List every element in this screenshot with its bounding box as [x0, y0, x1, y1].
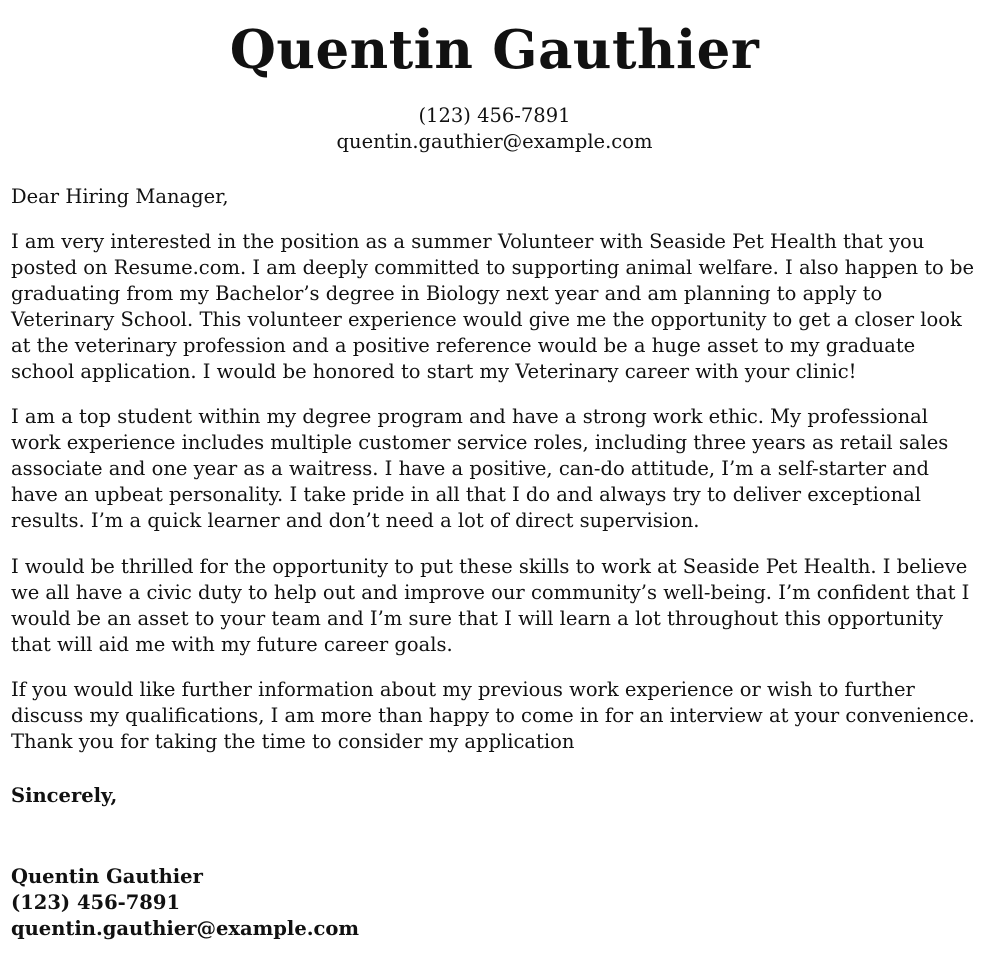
header-email: quentin.gauthier@example.com: [336, 130, 653, 153]
body-paragraph-1: I am very interested in the position as a summer Volunteer with Seaside Pet Health that you posted on Resume.com. I am deeply committed to supporting animal welfare. I also happen to be graduating from my Bachelor’s degree in Biology next year and am planning to apply to Veterinary School. This volunteer experience would give me the opportunity to get a closer look at the veterinary profession and a positive reference would be a huge asset to my graduate school application. I would be honored to start my Veterinary career with your clinic!: [11, 230, 975, 383]
applicant-name: Quentin Gauthier: [229, 19, 760, 81]
signature-phone: (123) 456-7891: [11, 891, 181, 914]
closing: Sincerely,: [11, 784, 118, 807]
header-contact: [11, 103, 978, 155]
letter-header: [11, 0, 978, 155]
body-paragraph-3: I would be thrilled for the opportunity to put these skills to work at Seaside Pet Health. I believe we all have a civic duty to help out and improve our community’s well-being. I’m confident that I would be an asset to your team and I’m sure that I will learn a lot throughout this opportunity that will aid me with my future career goals.: [11, 555, 970, 656]
signature-email: quentin.gauthier@example.com: [11, 917, 360, 940]
signature-name: Quentin Gauthier: [11, 865, 203, 888]
signature-block: [11, 864, 978, 942]
body-paragraph-4: If you would like further information about my previous work experience or wish to further discuss my qualifications, I am more than happy to come in for an interview at your convenience. Thank you for taking the time to consider my application: [11, 678, 975, 753]
salutation: Dear Hiring Manager,: [11, 185, 229, 208]
body-paragraph-2: I am a top student within my degree program and have a strong work ethic. My professional work experience includes multiple customer service roles, including three years as retail sales associate and one year as a waitress. I have a positive, can-do attitude, I’m a self-starter and have an upbeat personality. I take pride in all that I do and always try to deliver exceptional results. I’m a quick learner and don’t need a lot of direct supervision.: [11, 405, 949, 532]
header-phone: (123) 456-7891: [418, 104, 571, 127]
